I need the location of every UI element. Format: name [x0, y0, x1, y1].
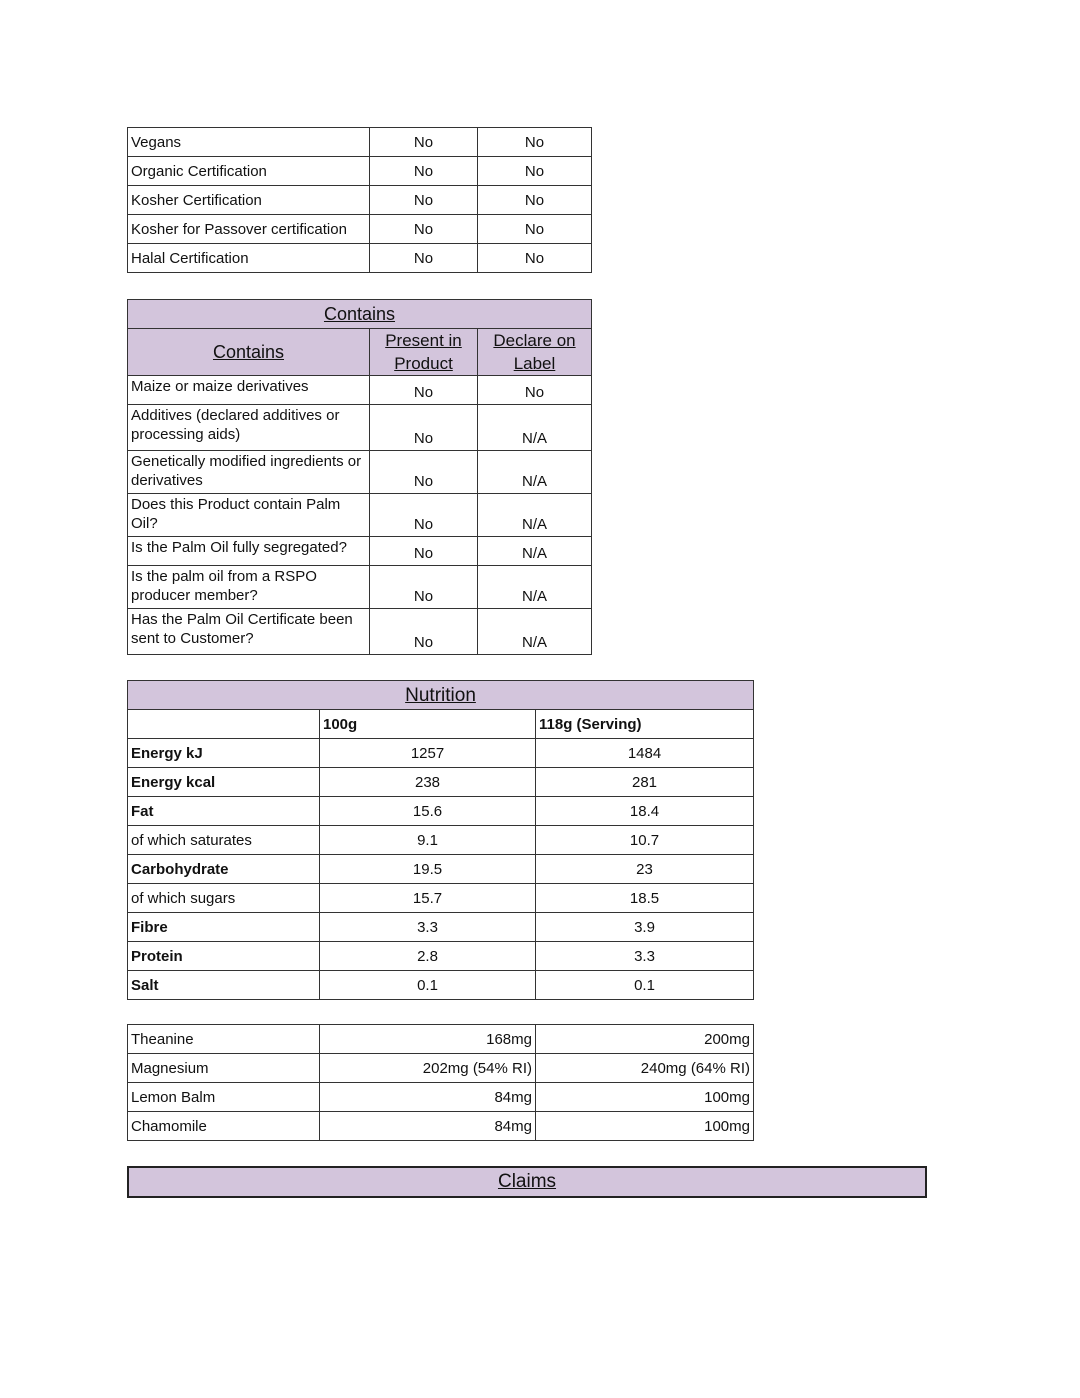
table-row — [128, 942, 754, 971]
table-row — [128, 128, 592, 157]
column-header-serving: 118g (Serving) — [536, 710, 754, 739]
table-row — [128, 494, 592, 537]
ingredient-label: Lemon Balm — [128, 1083, 320, 1112]
per-100g-value: 9.1 — [320, 826, 536, 855]
declare-value: N/A — [478, 494, 592, 537]
declare-value: No — [478, 128, 592, 157]
nutrient-label: Energy kcal — [128, 768, 320, 797]
present-value: No — [370, 566, 478, 609]
per-serving-value: 18.5 — [536, 884, 754, 913]
table-row — [128, 376, 592, 405]
table-row — [128, 405, 592, 451]
ingredient-label: Chamomile — [128, 1112, 320, 1141]
per-serving-value: 23 — [536, 855, 754, 884]
nutrient-label: Carbohydrate — [128, 855, 320, 884]
declare-value: N/A — [478, 451, 592, 494]
present-value: No — [370, 451, 478, 494]
declare-value: No — [478, 157, 592, 186]
per-100g-value: 3.3 — [320, 913, 536, 942]
present-value: No — [370, 215, 478, 244]
actives-table — [127, 1024, 754, 1141]
table-row — [128, 244, 592, 273]
present-value: No — [370, 494, 478, 537]
table-row — [128, 451, 592, 494]
present-value: No — [370, 405, 478, 451]
contains-title: Contains — [323, 303, 396, 324]
declare-value: N/A — [478, 609, 592, 655]
table-row — [128, 913, 754, 942]
row-label: Vegans — [128, 128, 370, 157]
nutrient-label: Energy kJ — [128, 739, 320, 768]
nutrient-label: Fibre — [128, 913, 320, 942]
table-row — [128, 884, 754, 913]
present-value: No — [370, 157, 478, 186]
row-label: Additives (declared additives or processing aids) — [128, 405, 370, 451]
per-100g-value: 2.8 — [320, 942, 536, 971]
present-value: No — [370, 128, 478, 157]
nutrition-table — [127, 680, 754, 1000]
table-row — [128, 739, 754, 768]
per-serving-value: 1484 — [536, 739, 754, 768]
ingredient-label: Theanine — [128, 1025, 320, 1054]
table-row — [128, 855, 754, 884]
present-value: No — [370, 376, 478, 405]
present-value: No — [370, 186, 478, 215]
row-label: Is the palm oil from a RSPO producer member? — [128, 566, 370, 609]
per-100g-value: 19.5 — [320, 855, 536, 884]
table-row — [128, 215, 592, 244]
per-serving-value: 18.4 — [536, 797, 754, 826]
per-serving-value: 100mg — [536, 1112, 754, 1141]
declare-value: N/A — [478, 405, 592, 451]
row-label: Organic Certification — [128, 157, 370, 186]
certification-table — [127, 127, 592, 273]
contains-table — [127, 299, 592, 655]
present-value: No — [370, 244, 478, 273]
table-row — [128, 1025, 754, 1054]
per-serving-value: 3.3 — [536, 942, 754, 971]
column-header-present: Present in Product — [370, 329, 478, 376]
table-row — [128, 797, 754, 826]
per-100g-value: 15.7 — [320, 884, 536, 913]
table-row — [128, 157, 592, 186]
per-serving-value: 3.9 — [536, 913, 754, 942]
claims-title: Claims — [497, 1171, 557, 1192]
nutrient-label: Protein — [128, 942, 320, 971]
nutrient-label: of which saturates — [128, 826, 320, 855]
nutrition-title: Nutrition — [405, 684, 476, 706]
declare-value: No — [478, 215, 592, 244]
present-value: No — [370, 609, 478, 655]
table-row — [128, 971, 754, 1000]
per-100g-value: 238 — [320, 768, 536, 797]
nutrient-label: Salt — [128, 971, 320, 1000]
row-label: Kosher Certification — [128, 186, 370, 215]
table-row — [128, 537, 592, 566]
declare-value: No — [478, 244, 592, 273]
column-header-blank — [128, 710, 320, 739]
table-row — [128, 609, 592, 655]
column-header-100g: 100g — [320, 710, 536, 739]
present-value: No — [370, 537, 478, 566]
row-label: Is the Palm Oil fully segregated? — [128, 537, 370, 566]
row-label: Genetically modified ingredients or derivatives — [128, 451, 370, 494]
nutrient-label: of which sugars — [128, 884, 320, 913]
row-label: Maize or maize derivatives — [128, 376, 370, 405]
per-100g-value: 168mg — [320, 1025, 536, 1054]
per-serving-value: 100mg — [536, 1083, 754, 1112]
nutrient-label: Fat — [128, 797, 320, 826]
table-row — [128, 1112, 754, 1141]
table-row — [128, 566, 592, 609]
table-row — [128, 186, 592, 215]
table-row — [128, 1054, 754, 1083]
table-row — [128, 1083, 754, 1112]
per-100g-value: 202mg (54% RI) — [320, 1054, 536, 1083]
per-100g-value: 0.1 — [320, 971, 536, 1000]
per-100g-value: 15.6 — [320, 797, 536, 826]
row-label: Has the Palm Oil Certificate been sent to Customer? — [128, 609, 370, 655]
row-label: Does this Product contain Palm Oil? — [128, 494, 370, 537]
per-serving-value: 200mg — [536, 1025, 754, 1054]
per-serving-value: 10.7 — [536, 826, 754, 855]
table-title — [128, 681, 754, 710]
table-title — [128, 300, 592, 329]
claims-header — [127, 1166, 927, 1198]
table-row — [128, 768, 754, 797]
per-serving-value: 281 — [536, 768, 754, 797]
declare-value: No — [478, 186, 592, 215]
per-serving-value: 240mg (64% RI) — [536, 1054, 754, 1083]
row-label: Kosher for Passover certification — [128, 215, 370, 244]
declare-value: No — [478, 376, 592, 405]
ingredient-label: Magnesium — [128, 1054, 320, 1083]
per-100g-value: 84mg — [320, 1083, 536, 1112]
column-header-row — [128, 329, 592, 376]
row-label: Halal Certification — [128, 244, 370, 273]
declare-value: N/A — [478, 566, 592, 609]
column-header-contains: Contains — [128, 329, 370, 376]
column-header-declare: Declare on Label — [478, 329, 592, 376]
column-header-row — [128, 710, 754, 739]
table-row — [128, 826, 754, 855]
declare-value: N/A — [478, 537, 592, 566]
per-serving-value: 0.1 — [536, 971, 754, 1000]
per-100g-value: 84mg — [320, 1112, 536, 1141]
table-title-row — [128, 300, 592, 329]
table-title-row — [128, 681, 754, 710]
per-100g-value: 1257 — [320, 739, 536, 768]
